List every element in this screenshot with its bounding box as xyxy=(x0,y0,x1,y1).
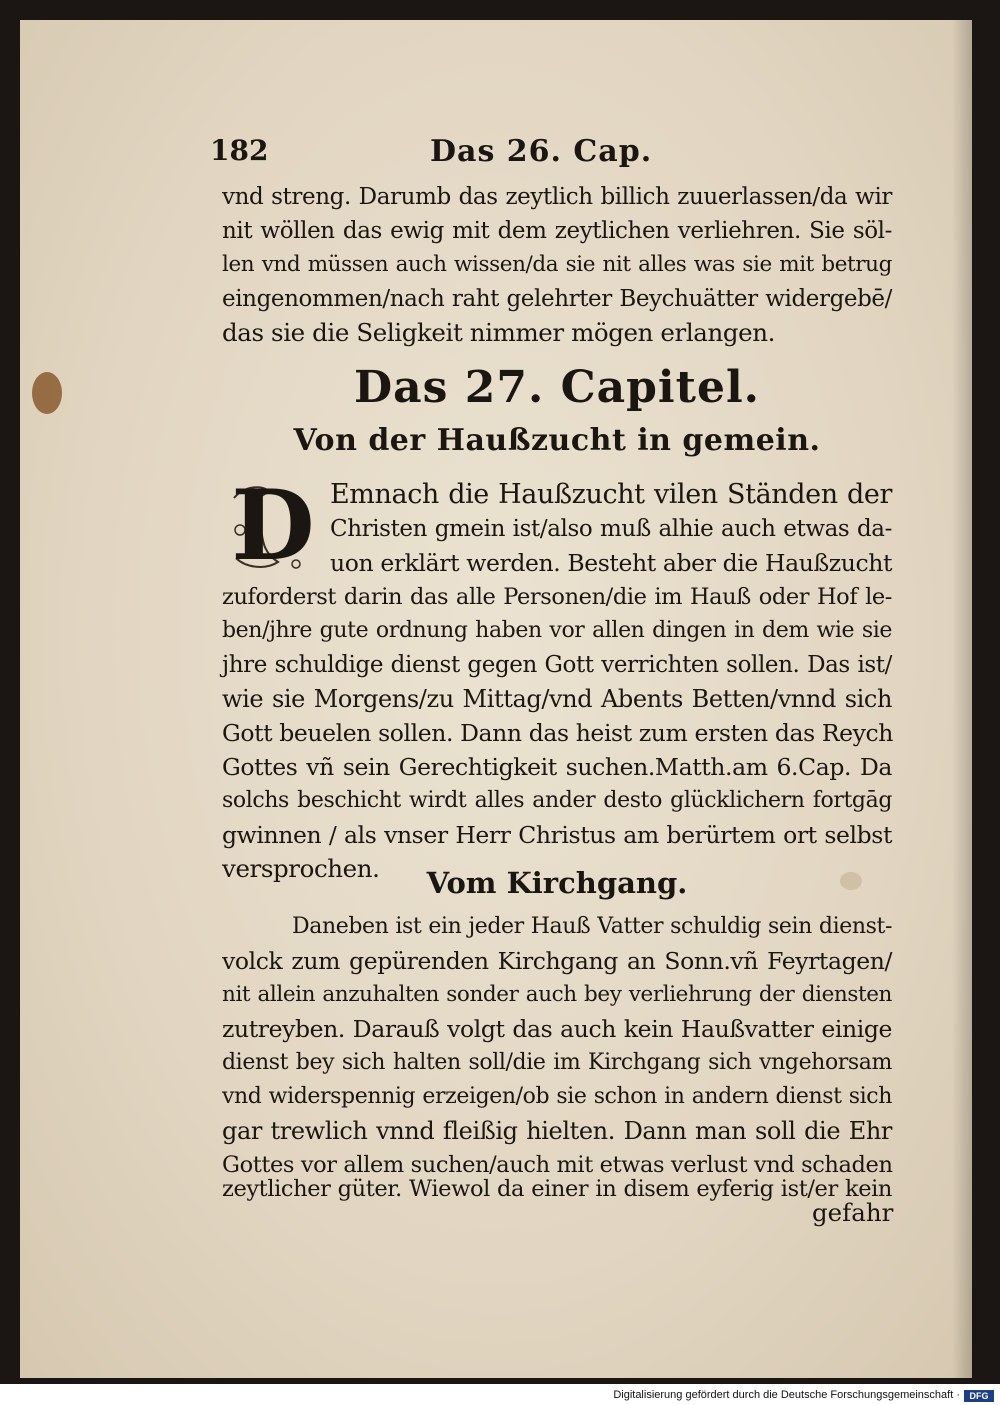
text-line: eingenommen/nach raht gelehrter Beychuätter widergebē/ xyxy=(222,286,892,312)
text-line: vnd streng. Darumb das zeytlich billich zuuerlassen/da wir xyxy=(222,184,892,210)
text-line: gwinnen / als vnser Herr Christus am berürtem ort selbst xyxy=(222,821,892,849)
text-line: zutreyben. Darauß volgt das auch kein Haußvatter einige xyxy=(222,1015,892,1043)
text-line: Daneben ist ein jeder Hauß Vatter schuldig sein dienst- xyxy=(292,914,892,939)
text-line: Gott beuelen sollen. Dann das heist zum ersten das Reych xyxy=(222,719,894,747)
text-line: Christen gmein ist/also muß alhie auch etwas da- xyxy=(330,516,892,542)
text-line: wie sie Morgens/zu Mittag/vnd Abents Betten/vnnd sich xyxy=(222,685,892,713)
chapter-subtitle: Von der Haußzucht in gemein. xyxy=(293,423,821,458)
text-line: zuforderst darin das alle Personen/die im Hauß oder Hof le- xyxy=(222,584,892,610)
dfg-logo: DFG xyxy=(964,1390,994,1402)
footer-bar xyxy=(0,1388,1000,1405)
text-line: dienst bey sich halten soll/die im Kirchgang sich vngehorsam xyxy=(222,1050,892,1075)
text-line: uon erklärt werden. Besteht aber die Haußzucht xyxy=(330,549,892,577)
text-line: len vnd müssen auch wissen/da sie nit alles was sie mit betrug xyxy=(222,252,892,277)
running-head xyxy=(210,134,890,174)
text-line: nit allein anzuhalten sonder auch bey verliehrung der diensten xyxy=(222,982,892,1007)
text-line: das sie die Seligkeit nimmer mögen erlangen. xyxy=(222,318,775,347)
text-line: solchs beschicht wirdt alles ander desto glücklichern fortgāg xyxy=(222,788,892,813)
running-title: Das 26. Cap. xyxy=(430,134,653,169)
drop-cap-letter: D xyxy=(231,469,315,582)
catchword: gefahr xyxy=(812,1198,894,1227)
text-line: vnd widerspennig erzeigen/ob sie schon in andern dienst sich xyxy=(222,1084,892,1109)
text-line: versprochen. xyxy=(222,854,380,883)
funding-credit: Digitalisierung gefördert durch die Deutsche Forschungsgemeinschaft · xyxy=(613,1389,960,1401)
page-number: 182 xyxy=(210,134,269,167)
decorated-initial xyxy=(226,469,320,582)
text-line: zeytlicher güter. Wiewol da einer in disem eyferig ist/er kein xyxy=(222,1176,892,1202)
chapter-heading: Das 27. Capitel. xyxy=(354,362,760,413)
text-line: ben/jhre gute ordnung haben vor allen dingen in dem wie sie xyxy=(222,618,892,643)
section-heading: Vom Kirchgang. xyxy=(426,866,688,900)
text-line: Gottes vor allem suchen/auch mit etwas verlust vnd schaden xyxy=(222,1152,893,1178)
text-line: jhre schuldige dienst gegen Gott verrichten sollen. Das ist/ xyxy=(222,652,892,678)
page-gutter-shadow xyxy=(952,20,972,1378)
text-line: gar trewlich vnnd fleißig hielten. Dann man soll die Ehr xyxy=(222,1117,892,1145)
paper-stain xyxy=(32,372,62,414)
text-line: volck zum gepürenden Kirchgang an Sonn.vñ Feyrtagen/ xyxy=(222,947,892,975)
text-line: Emnach die Haußzucht vilen Ständen der xyxy=(330,479,892,510)
text-line: Gottes vñ sein Gerechtigkeit suchen.Matth.am 6.Cap. Da xyxy=(222,753,892,781)
text-line: nit wöllen das ewig mit dem zeytlichen verliehren. Sie söl- xyxy=(222,218,892,244)
